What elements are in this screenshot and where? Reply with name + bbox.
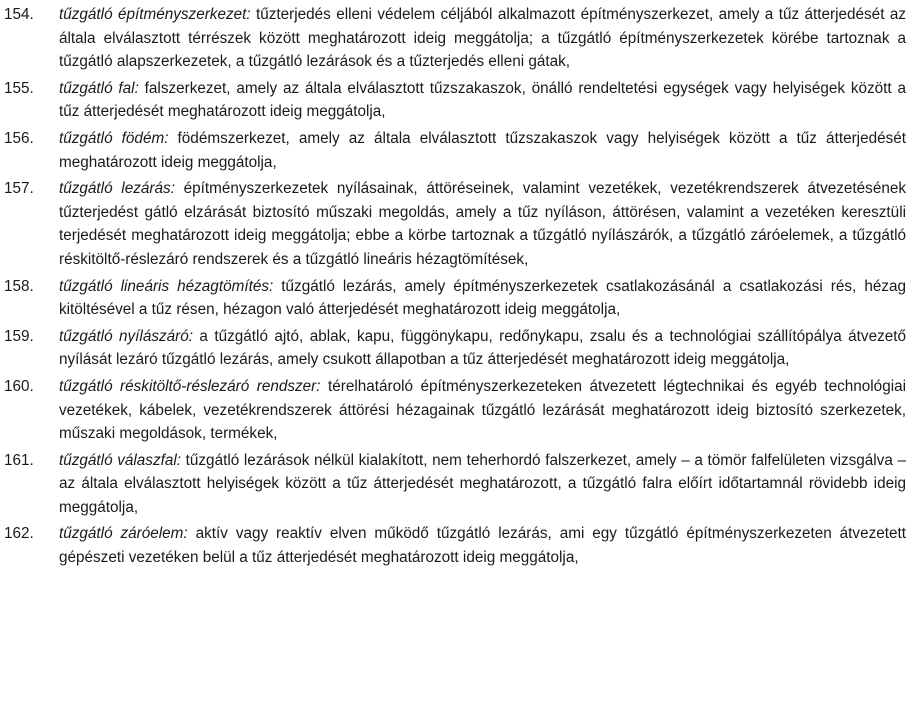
definition-term: tűzgátló lineáris hézagtömítés:: [59, 277, 274, 295]
definition-list: [0, 3, 906, 570]
definition-number: 159.: [4, 327, 34, 345]
definition-body: [59, 275, 906, 322]
definition-number: 156.: [4, 129, 34, 147]
definition-text: a tűzgátló ajtó, ablak, kapu, függönykapu, redőnykapu, zsalu és a technológiai szállítópálya átvezető nyílását lezáró tűzgátló lezárás, amely csukott állapotban a tűz átterjedését meghatározott ideig meggátolja,: [59, 327, 906, 369]
definition-item: [0, 275, 906, 322]
definition-item: [0, 3, 906, 74]
definition-text: térelhatároló építményszerkezeteken átvezetett légtechnikai és egyéb technológiai vezetékek, kábelek, vezetékrendszerek áttörési hézagainak tűzgátló lezárását meghatározott ideig biztosító szerkezetek, műszaki megoldások, termékek,: [59, 377, 907, 443]
definition-term: tűzgátló lezárás:: [59, 180, 175, 198]
definition-body: [59, 177, 906, 271]
definition-item: [0, 449, 906, 520]
definition-text: födémszerkezet, amely az általa elválasztott tűzszakaszok vagy helyiségek között a tűz átterjedését meghatározott ideig meggátolja,: [59, 129, 906, 171]
definition-body: [59, 449, 906, 520]
definition-body: [59, 375, 906, 446]
definition-item: [0, 177, 906, 271]
definition-term: tűzgátló válaszfal:: [59, 451, 181, 469]
definition-text: falszerkezet, amely az általa elválasztott tűzszakaszok, önálló rendeltetési egységek vagy helyiségek között a tűz átterjedését meghatározott ideig meggátolja,: [59, 79, 906, 121]
definition-term: tűzgátló záróelem:: [59, 525, 188, 543]
definition-term: tűzgátló nyílászáró:: [59, 327, 193, 345]
definition-body: [59, 325, 906, 372]
definition-number: 158.: [4, 277, 34, 295]
definition-number: 161.: [4, 451, 34, 469]
definition-item: [0, 127, 906, 174]
definition-term: tűzgátló építményszerkezet:: [59, 6, 251, 23]
definition-number: 154.: [4, 6, 34, 23]
definition-number: 162.: [4, 525, 34, 543]
definition-text: aktív vagy reaktív elven működő tűzgátló lezárás, ami egy tűzgátló építményszerkezeten átvezetett gépészeti vezetéken belül a tűz átterjedését meghatározott ideig meggátolja,: [59, 525, 906, 567]
definition-number: 157.: [4, 180, 34, 198]
definition-item: [0, 325, 906, 372]
definition-text: tűzgátló lezárások nélkül kialakított, nem teherhordó falszerkezet, amely – a tömör falfelületen vizsgálva – az általa elválasztott helyiségek között a tűz átterjedését meghatározott, a tűzgátló falra előírt időtartamnál rövidebb ideig meggátolja,: [59, 451, 906, 516]
definition-text: tűzterjedés elleni védelem céljából alkalmazott építményszerkezet, amely a tűz átterjedését az általa elválasztott térrészek között meghatározott ideig meggátolja; a tűzgátló építményszerkezetek körébe tartoznak a tűzgátló alapszerkezetek, a tűzgátló lezárások és a tűzterjedés elleni gátak,: [59, 6, 906, 71]
definition-term: tűzgátló réskitöltő-réslezáró rendszer:: [59, 377, 321, 395]
definition-text: tűzgátló lezárás, amely építményszerkezetek csatlakozásánál a csatlakozási rés, hézag kitöltésével a tűz résen, hézagon való átterjedését meghatározott ideig meggátolja,: [59, 277, 907, 319]
definition-body: [59, 3, 906, 74]
definition-text: építményszerkezetek nyílásainak, áttöréseinek, valamint vezetékek, vezetékrendszerek átvezetésének tűzterjedést gátló elzárását biztosító műszaki megoldás, amely a tűz nyíláson, áttörésen, valamint a vezetéken keresztüli terjedését meghatározott ideig meggátolja; ebbe a körbe tartoznak a tűzgátló nyílászárók, a tűzgátló záróelemek, a tűzgátló réskitöltő-réslezáró rendszerek és a tűzgátló lineáris hézagtömítések,: [59, 180, 907, 268]
definition-number: 155.: [4, 79, 34, 97]
definition-item: [0, 522, 906, 569]
definition-number: 160.: [4, 377, 34, 395]
definition-body: [59, 77, 906, 124]
definition-body: [59, 522, 906, 569]
definition-body: [59, 127, 906, 174]
definition-term: tűzgátló fal:: [59, 79, 139, 97]
definition-item: [0, 77, 906, 124]
definition-term: tűzgátló födém:: [59, 129, 169, 147]
definition-item: [0, 375, 906, 446]
